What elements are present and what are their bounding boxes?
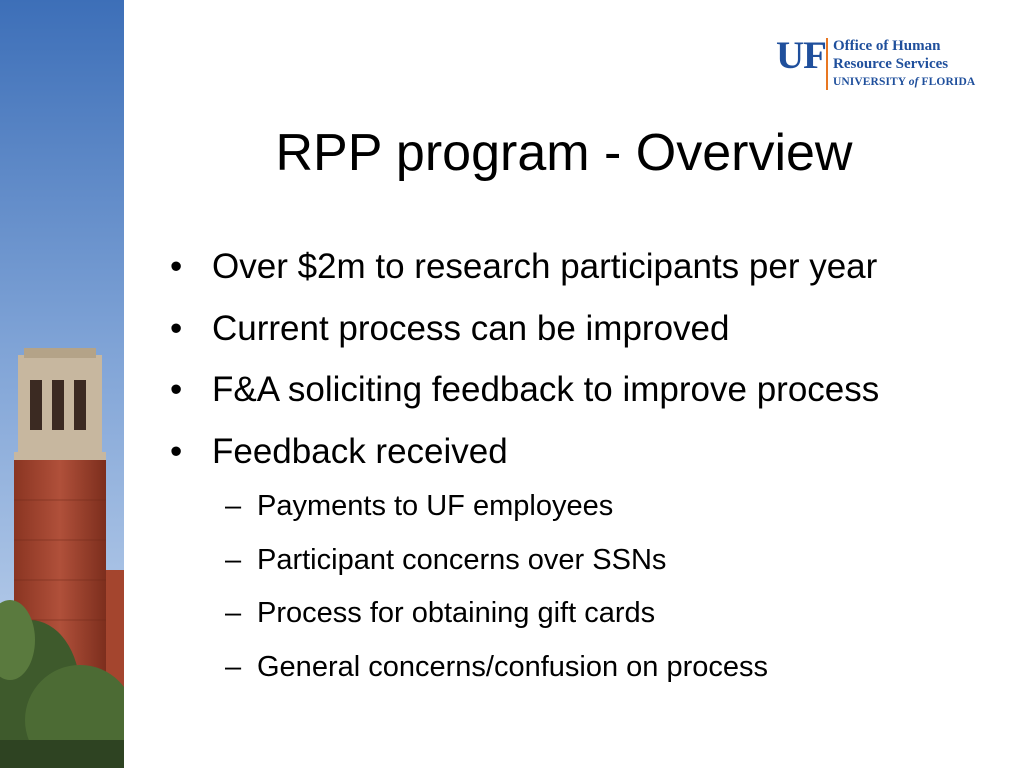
sub-bullet-item: – General concerns/confusion on process xyxy=(225,649,1015,686)
campus-tower-photo xyxy=(0,0,124,768)
sub-bullet-item: – Payments to UF employees xyxy=(225,488,1015,525)
sub-bullet-dash: – xyxy=(225,650,242,683)
bullet-item: • F&A soliciting feedback to improve process xyxy=(170,370,880,409)
uf-hr-logo xyxy=(772,36,994,96)
bullet-dot: • xyxy=(170,247,183,286)
bullet-item: • Over $2m to research participants per year xyxy=(170,247,878,286)
bullet-item: • Current process can be improved xyxy=(170,308,730,348)
logo-divider xyxy=(826,38,828,90)
bullet-list xyxy=(170,246,1010,492)
bullet-item: • Feedback received xyxy=(170,431,508,471)
sub-bullet-list xyxy=(225,488,1015,702)
slide-title: RPP program - Overview xyxy=(275,124,853,182)
bullet-dot: • xyxy=(170,431,183,471)
sub-bullet-item: – Process for obtaining gift cards xyxy=(225,595,1015,632)
logo-line-2: Resource Services xyxy=(833,56,949,72)
sub-bullet-dash: – xyxy=(225,490,242,522)
logo-line-1: Office of Human xyxy=(833,38,941,54)
sub-bullet-dash: – xyxy=(225,543,242,576)
logo-line-3: UNIVERSITY of FLORIDA xyxy=(833,76,976,88)
bullet-dot: • xyxy=(170,370,183,409)
sub-bullet-dash: – xyxy=(225,597,242,629)
sub-bullet-item: – Participant concerns over SSNs xyxy=(225,542,1015,579)
uf-logo-mark: UF xyxy=(776,34,826,77)
bullet-dot: • xyxy=(170,308,183,348)
